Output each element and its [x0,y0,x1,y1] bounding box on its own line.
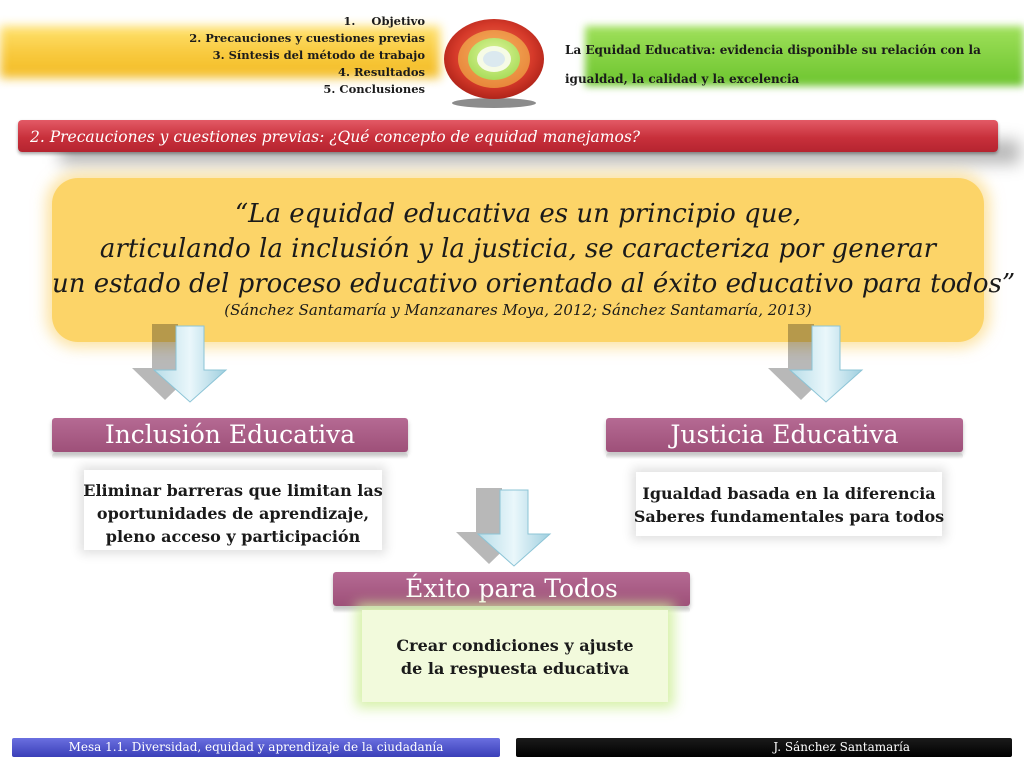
concentric-target-icon [443,17,545,109]
inclusion-line-3: pleno acceso y participación [105,527,361,546]
presentation-title [565,36,985,94]
inclusion-line-1: Eliminar barreras que limitan las [83,481,383,500]
quote-line-3: un estado del proceso educativo orientado al éxito educativo para todos” [52,269,1016,299]
inclusion-header: Inclusión Educativa [52,418,408,452]
agenda-nav [150,13,425,98]
down-arrow-icon [150,322,230,404]
title-line-2: igualdad, la calidad y la excelencia [565,72,800,86]
nav-item-resultados[interactable]: 4. Resultados [337,65,425,79]
exito-line-1: Crear condiciones y ajuste [396,636,634,655]
justicia-line-2: Saberes fundamentales para todos [633,507,945,526]
down-arrow-icon [786,322,866,404]
inclusion-header-reflection [52,453,408,459]
title-line-1: La Equidad Educativa: evidencia disponible su relación con la [565,43,981,57]
nav-item-sintesis[interactable]: 3. Síntesis del método de trabajo [212,48,425,62]
justicia-line-1: Igualdad basada en la diferencia [642,484,936,503]
exito-line-2: de la respuesta educativa [400,659,630,678]
justicia-header-reflection [606,453,963,459]
down-arrow-icon [474,486,554,568]
quote-line-1: “La equidad educativa es un principio que, [234,199,802,229]
footer-author-label: J. Sánchez Santamaría [773,740,910,754]
section-title: 2. Precauciones y cuestiones previas: ¿Qué concepto de equidad manejamos? [30,128,641,146]
inclusion-line-2: oportunidades de aprendizaje, [96,504,370,523]
quote-line-2: articulando la inclusión y la justicia, se caracteriza por generar [99,234,937,264]
exito-header: Éxito para Todos [333,572,690,606]
justicia-header: Justicia Educativa [606,418,963,452]
nav-item-conclusiones[interactable]: 5. Conclusiones [323,82,425,96]
inclusion-text [60,479,406,548]
exito-text [362,634,668,680]
justicia-text [606,482,972,528]
quote-citation: (Sánchez Santamaría y Manzanares Moya, 2012; Sánchez Santamaría, 2013) [224,301,812,319]
nav-item-objetivo[interactable]: 1. Objetivo [343,14,425,28]
nav-item-precauciones[interactable]: 2. Precauciones y cuestiones previas [189,31,425,45]
footer-session-label: Mesa 1.1. Diversidad, equidad y aprendizaje de la ciudadanía [68,740,444,754]
